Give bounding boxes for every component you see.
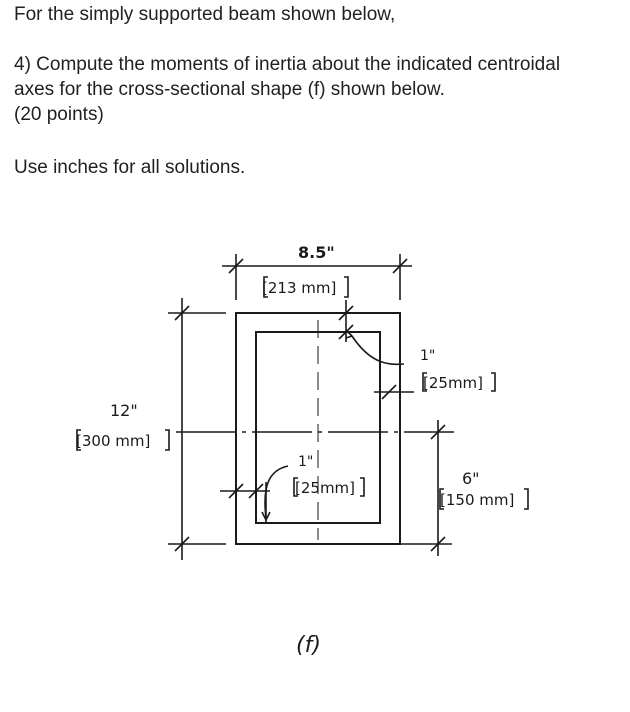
top-wall-in-label: 1": [420, 348, 436, 364]
points-text: (20 points): [14, 104, 104, 125]
half-height-mm-label: [150 mm]: [440, 491, 515, 509]
height-in-label: 12": [110, 401, 138, 420]
half-height-in-label: 6": [462, 469, 480, 488]
intro-text: For the simply supported beam shown below,: [14, 4, 396, 25]
width-in-label: 8.5": [298, 243, 335, 262]
width-mm-label: [213 mm]: [262, 279, 337, 297]
question-line-2: axes for the cross-sectional shape (f) shown below.: [14, 79, 445, 100]
question-line-1: 4) Compute the moments of inertia about the indicated centroidal: [14, 54, 561, 75]
height-mm-label: [300 mm]: [76, 432, 151, 450]
units-note: Use inches for all solutions.: [14, 157, 246, 178]
left-wall-mm-label: [25mm]: [295, 479, 356, 497]
left-wall-in-label: 1": [298, 454, 314, 470]
top-wall-mm-label: [25mm]: [423, 374, 484, 392]
figure-caption: (f): [296, 633, 321, 658]
